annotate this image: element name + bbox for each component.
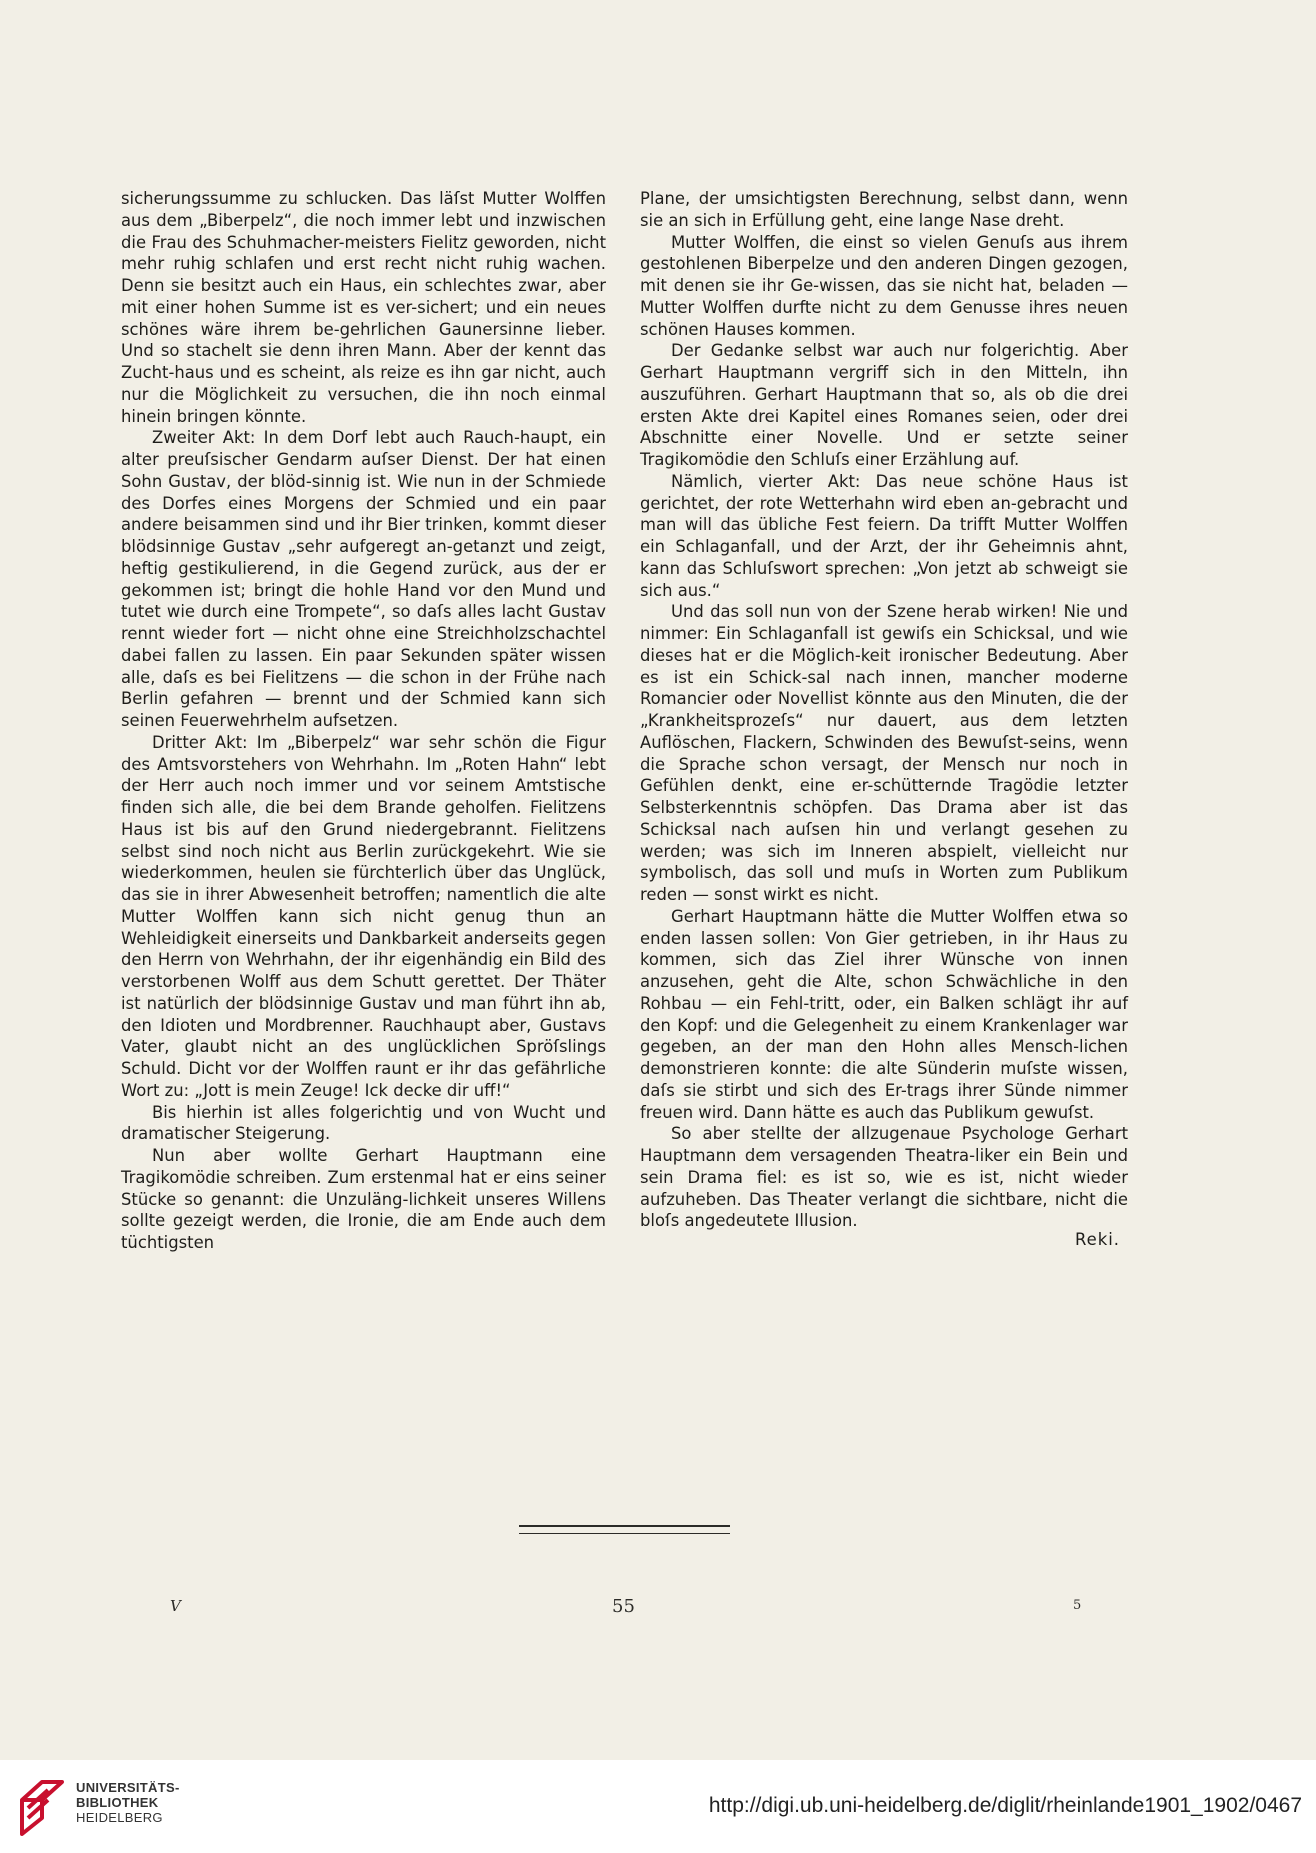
paragraph: Plane, der umsichtigsten Berechnung, selbst dann, wenn sie an sich in Erfüllung geht, eine lange Nase dreht. <box>640 189 1128 230</box>
text-column-right <box>640 188 1128 1251</box>
author-signature: Reki. <box>1075 1230 1120 1249</box>
paragraph: Gerhart Hauptmann hätte die Mutter Wolffen etwa so enden lassen sollen: Von Gier getrieben, in ihr Haus zu kommen, sich das Ziel ihrer Wünsche von innen anzusehen, geht die Alte, schon Schwächliche in den Rohbau — ein Fehl-tritt, oder, ein Balken schlägt ihr auf den Kopf: und die Gelegenheit zu einem Krankenlager war gegeben, an der man den Hohn alles Mensch-lichen demonstrieren konnte: die alte Sünderin muſste wissen, daſs sie stirbt und sich des Er-trags ihrer Sünde nimmer freuen wird. Dann hätte es auch das Publikum gewuſst. <box>640 906 1128 1122</box>
library-name-line: BIBLIOTHEK <box>76 1795 159 1810</box>
library-name <box>76 1780 180 1825</box>
margin-mark-right: 5 <box>1073 1598 1082 1613</box>
library-name-line: HEIDELBERG <box>76 1810 163 1825</box>
paragraph: Mutter Wolffen, die einst so vielen Genuſs aus ihrem gestohlenen Biberpelze und den anderen Dingen gezogen, mit denen sie ihr Ge-wissen, das sie nicht hat, beladen — Mutter Wolffen durfte nicht zu dem Genusse ihres neuen schönen Hauses kommen. <box>640 232 1128 339</box>
source-url[interactable]: http://digi.ub.uni-heidelberg.de/diglit/rheinlande1901_1902/0467 <box>708 1794 1302 1817</box>
section-divider <box>519 1525 730 1527</box>
paragraph: Zweiter Akt: In dem Dorf lebt auch Rauch-haupt, ein alter preuſsischer Gendarm auſser Dienst. Der hat einen Sohn Gustav, der blöd-sinnig ist. Wie nun in der Schmiede des Dorfes eines Morgens der Schmied und ein paar andere beisammen sind und ihr Bier trinken, kommt dieser blödsinnige Gustav „sehr aufgeregt an-getanzt und zeigt, heftig gestikulierend, in die Gegend zurück, aus der er gekommen ist; bringt die hohle Hand vor den Mund und tutet wie durch eine Trompete“, so daſs alles lacht Gustav rennt wieder fort — nicht ohne eine Streichholzschachtel dabei fallen zu lassen. Ein paar Sekunden später wissen alle, daſs es bei Fielitzens — die schon in der Frühe nach Berlin gefahren — brennt und der Schmied kann sich seinen Feuerwehrhelm aufsetzen. <box>121 428 606 730</box>
paragraph: Und das soll nun von der Szene herab wirken! Nie und nimmer: Ein Schlaganfall ist gewiſs ein Schicksal, und wie dieses hat er die Möglich-keit ironischer Bedeutung. Aber es ist ein Schick-sal nach innen, mancher moderne Romancier oder Novellist könnte aus den Minuten, die der „Krankheitsprozeſs“ nur dauert, aus dem letzten Auflöschen, Flackern, Schwinden des Bewuſst-seins, wenn die Sprache schon versagt, der Mensch nur noch in Gefühlen denkt, eine er-schütternde Tragödie letzter Selbsterkenntnis schöpfen. Das Drama aber ist das Schicksal nach auſsen hin und verlangt gesehen zu werden; was sich im Inneren abspielt, vielleicht nur symbolisch, das soll und muſs in Worten zum Publikum reden — sonst wirkt es nicht. <box>640 602 1128 904</box>
paragraph: Nun aber wollte Gerhart Hauptmann eine Tragikomödie schreiben. Zum erstenmal hat er eins seiner Stücke so genannt: die Unzuläng-lichkeit unseres Willens sollte gezeigt werden, die Ironie, die am Ende auch dem tüchtigsten <box>121 1146 606 1252</box>
paragraph: Dritter Akt: Im „Biberpelz“ war sehr schön die Figur des Amtsvorstehers von Wehrhahn. Im „Roten Hahn“ lebt der Herr auch noch immer und vor seinem Amtstische finden sich alle, die bei dem Brande geholfen. Fielitzens Haus ist bis auf den Grund niedergebrannt. Fielitzens selbst sind noch nicht aus Berlin zurückgekehrt. Wie sie wiederkommen, heulen sie fürchterlich über das Unglück, das sie in ihrer Abwesenheit betroffen; namentlich die alte Mutter Wolffen kann sich nicht genug thun an Wehleidigkeit einerseits und Dankbarkeit anderseits gegen den Herrn von Wehrhahn, der ihr eigenhändig ein Bild des verstorbenen Wolff aus dem Schutt gerettet. Der Thäter ist natürlich der blödsinnige Gustav und man führt ihn ab, den Idioten und Mordbrenner. Rauchhaupt aber, Gustavs Vater, glaubt nicht an des unglücklichen Spröſslings Schuld. Dicht vor der Wolffen raunt er ihr das gefährliche Wort zu: „Jott is mein Zeuge! Ick decke dir uff!“ <box>121 732 606 1100</box>
digital-library-footer <box>0 1760 1316 1853</box>
margin-mark-left: V <box>170 1597 181 1615</box>
paragraph: Bis hierhin ist alles folgerichtig und von Wucht und dramatischer Steigerung. <box>121 1102 606 1144</box>
paragraph: Der Gedanke selbst war auch nur folgerichtig. Aber Gerhart Hauptmann vergriff sich in den Mitteln, ihn auszuführen. Gerhart Hauptmann that so, als ob die drei ersten Akte drei Kapitel eines Romanes seien, oder drei Abschnitte einer Novelle. Und er setzte seiner Tragikomödie den Schluſs einer Erzählung auf. <box>640 341 1128 469</box>
paragraph: sicherungssumme zu schlucken. Das läſst Mutter Wolffen aus dem „Biberpelz“, die noch immer lebt und inzwischen die Frau des Schuhmacher-meisters Fielitz geworden, nicht mehr ruhig schlafen und erst recht nicht ruhig wachen. Denn sie besitzt auch ein Haus, ein schlechtes zwar, aber mit einer hohen Summe ist es ver-sichert; und ein neues schönes wäre ihrem be-gehrlichen Gaunersinne lieber. Und so stachelt sie denn ihren Mann. Aber der kennt das Zucht-haus und es scheint, als reize es ihn gar nicht, auch nur die Möglichkeit zu versuchen, die ihn noch einmal hinein bringen könnte. <box>121 189 606 426</box>
paragraph: So aber stellte der allzugenaue Psychologe Gerhart Hauptmann dem versagenden Theatra-liker ein Bein und sein Drama fiel: es ist so, wie es ist, nicht wieder aufzuheben. Das Theater verlangt die sichtbare, nicht die bloſs angedeutete Illusion. <box>640 1124 1128 1231</box>
page-number: 55 <box>612 1596 635 1617</box>
library-name-line: UNIVERSITÄTS- <box>76 1780 180 1795</box>
section-divider <box>519 1533 730 1534</box>
text-column-left <box>121 188 606 1254</box>
paragraph: Nämlich, vierter Akt: Das neue schöne Haus ist gerichtet, der rote Wetterhahn wird eben an-gebracht und man will das übliche Fest feiern. Da trifft Mutter Wolffen ein Schlaganfall, und der Arzt, der ihr Geheimnis ahnt, kann das Schluſswort sprechen: „Von jetzt ab schweigt sie sich aus.“ <box>640 471 1128 600</box>
library-logo-icon <box>16 1772 68 1840</box>
